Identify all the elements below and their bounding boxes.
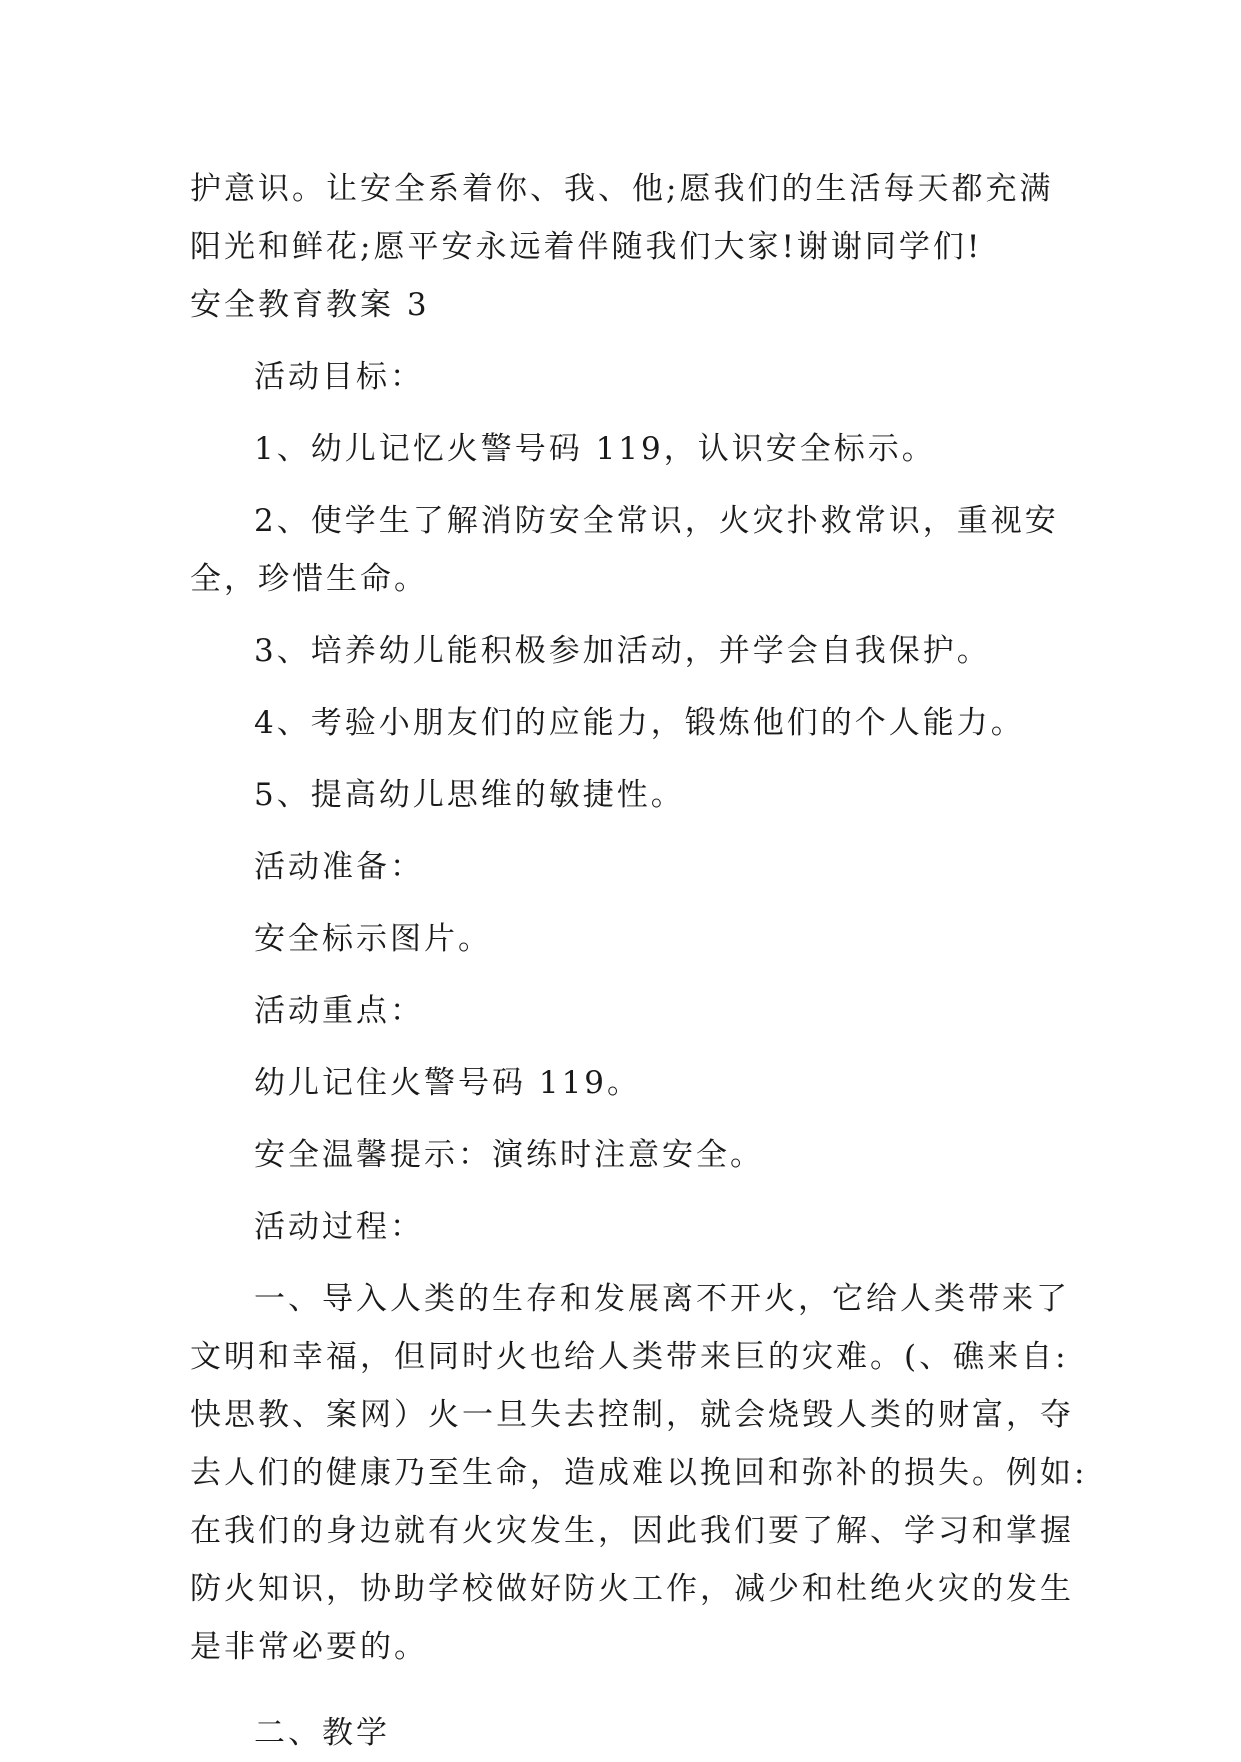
focus-text: 幼儿记住火警号码 119。 (254, 1065, 642, 1101)
process-paragraph-1-line-7: 是非常必要的。 (190, 1629, 428, 1665)
preparation-text: 安全标示图片。 (254, 921, 492, 957)
intro-line-2: 阳光和鲜花;愿平安永远着伴随我们大家!谢谢同学们! (190, 229, 983, 265)
intro-line-1: 护意识。让安全系着你、我、他;愿我们的生活每天都充满 (190, 171, 1054, 207)
process-paragraph-1-line-4: 去人们的健康乃至生命，造成难以挽回和弥补的损失。例如: (190, 1455, 1088, 1491)
process-paragraph-1-line-1: 一、导入人类的生存和发展离不开火，它给人类带来了 (254, 1281, 1070, 1317)
process-label: 活动过程： (254, 1209, 424, 1245)
preparation-label: 活动准备： (254, 849, 424, 885)
process-paragraph-1-line-2: 文明和幸福，但同时火也给人类带来巨的灾难。(、礁来自: (190, 1339, 1069, 1375)
goal-item-1: 1、幼儿记忆火警号码 119，认识安全标示。 (254, 431, 936, 467)
process-paragraph-1-line-6: 防火知识，协助学校做好防火工作，减少和杜绝火灾的发生 (190, 1571, 1074, 1607)
goal-item-2-line-2: 全，珍惜生命。 (190, 561, 428, 597)
goal-item-5: 5、提高幼儿思维的敏捷性。 (254, 777, 685, 813)
safety-tip: 安全温馨提示：演练时注意安全。 (254, 1137, 764, 1173)
goals-label: 活动目标： (254, 359, 424, 395)
goal-item-3: 3、培养幼儿能积极参加活动，并学会自我保护。 (254, 633, 991, 669)
process-paragraph-1-line-5: 在我们的身边就有火灾发生，因此我们要了解、学习和掌握 (190, 1513, 1074, 1549)
goal-item-2-line-1: 2、使学生了解消防安全常识，火灾扑救常识，重视安 (254, 503, 1059, 539)
process-paragraph-1-line-3: 快思教、案网）火一旦失去控制，就会烧毁人类的财富，夺 (190, 1397, 1074, 1433)
process-paragraph-2: 二、教学 (254, 1715, 390, 1751)
focus-label: 活动重点： (254, 993, 424, 1029)
section-title: 安全教育教案 3 (190, 287, 430, 323)
goal-item-4: 4、考验小朋友们的应能力，锻炼他们的个人能力。 (254, 705, 1025, 741)
document-page (190, 160, 1088, 1762)
